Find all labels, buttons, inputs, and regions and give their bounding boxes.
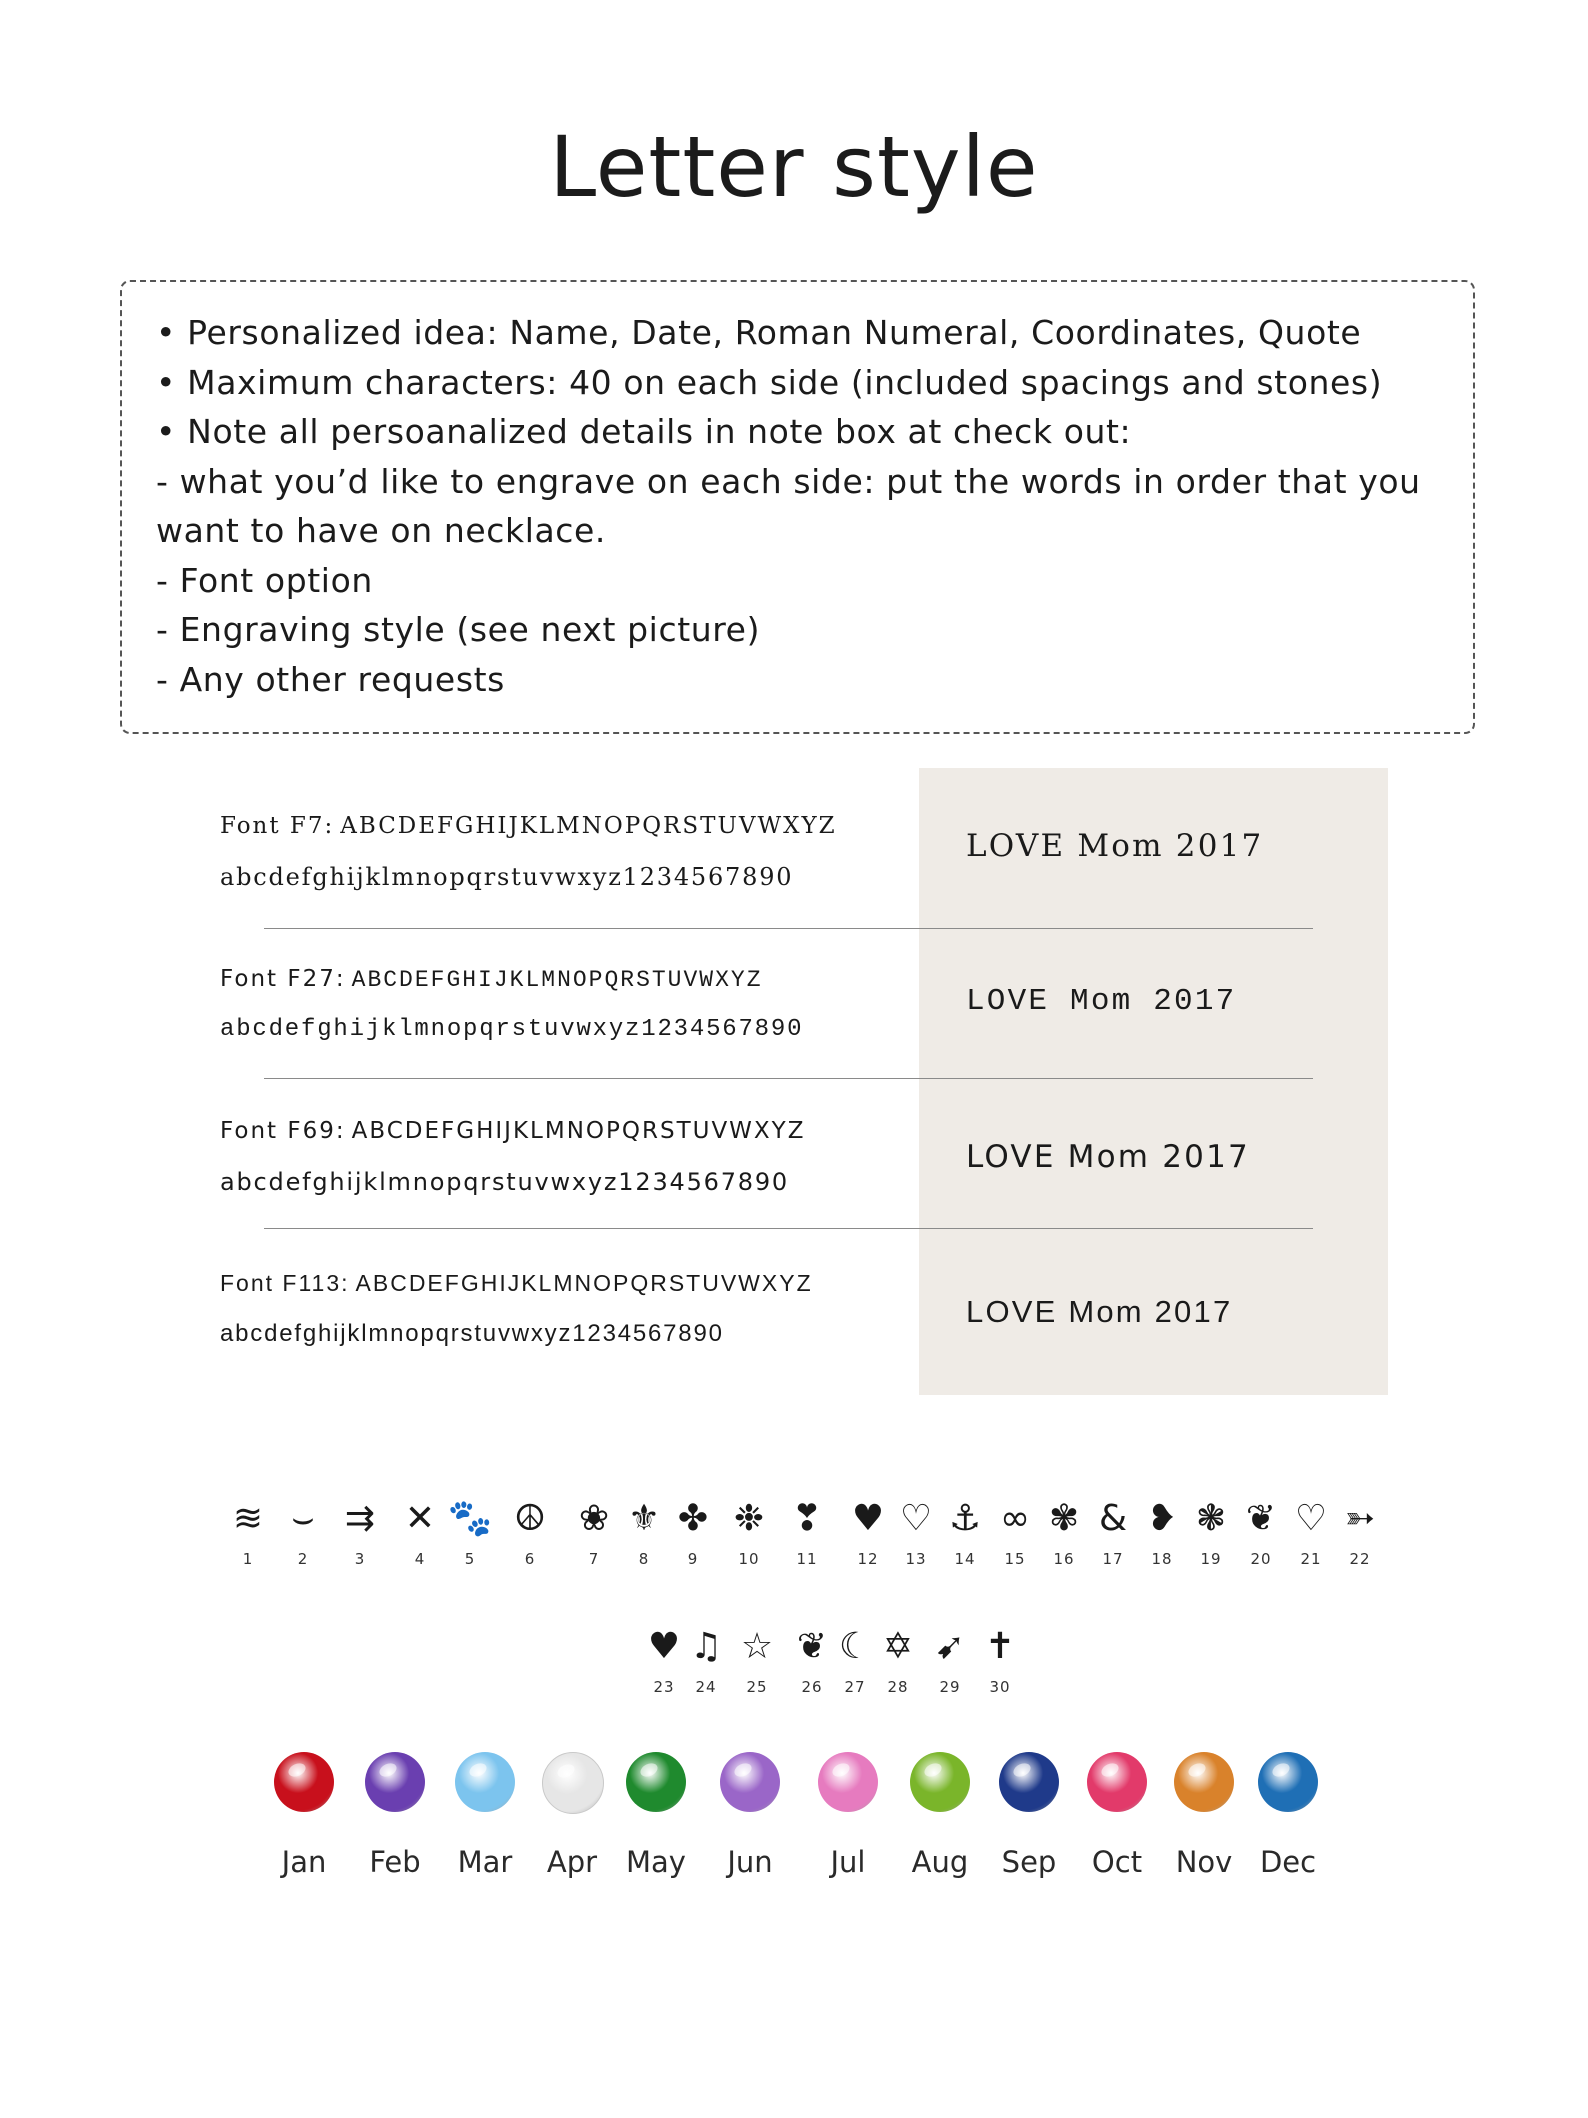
symbol-glyph: ⚓ [948,1498,982,1539]
knot-heart-icon [1137,1496,1187,1568]
note-line: - Engraving style (see next picture) [156,610,761,649]
double-arrows-icon [335,1496,385,1568]
birthstone-apr [542,1752,604,1814]
symbol-glyph: ♡ [899,1498,933,1539]
symbol-glyph: ➳ [1344,1498,1376,1539]
font-lowercase: abcdefghijklmnopqrstuvwxyz1234567890 [220,1016,804,1043]
symbol-glyph: 🐾 [447,1498,493,1539]
symbol-number: 4 [414,1550,426,1568]
tree-of-life-icon [724,1496,774,1568]
symbol-glyph: ❥ [1146,1498,1178,1539]
font-sample: LOVE Mom 2017 [966,1294,1233,1329]
font-f27-label [220,966,763,993]
clover-knot-icon [668,1496,718,1568]
aquarius-waves-icon [223,1496,273,1568]
row-divider [264,928,1313,929]
paw-print-icon [445,1496,495,1568]
birthstone-may [626,1752,686,1812]
symbol-glyph: ♡ [1294,1498,1328,1539]
symbol-number: 8 [638,1550,650,1568]
hatched-heart-icon [843,1496,893,1568]
symbol-number: 28 [887,1678,909,1696]
anchor-icon [940,1496,990,1568]
symbol-number: 24 [695,1678,717,1696]
symbol-number: 2 [297,1550,309,1568]
smile-icon [278,1496,328,1568]
symbol-glyph: ♫ [689,1626,723,1667]
birthstone-jan [274,1752,334,1812]
symbol-glyph: ❦ [1245,1498,1277,1539]
symbol-glyph: ❃ [1195,1498,1227,1539]
birthstone-month-label: May [626,1845,686,1879]
symbol-number: 19 [1200,1550,1222,1568]
birthstone-month-label: Jan [281,1845,327,1879]
note-line: • Maximum characters: 40 on each side (included spacings and stones) [156,362,1383,402]
birthstone-month-label: Jun [727,1845,773,1879]
symbol-number: 14 [954,1550,976,1568]
note-line: - Font option [156,560,373,600]
birthstone-jul [818,1752,878,1812]
note-line: - Any other requests [156,659,505,699]
star-icon [732,1624,782,1696]
symbol-glyph: ❣ [791,1498,823,1539]
heart-outline-icon [1286,1496,1336,1568]
font-f7-label [220,813,837,839]
symbol-glyph: ✤ [677,1498,709,1539]
symbol-number: 23 [653,1678,675,1696]
symbol-number: 27 [844,1678,866,1696]
symbol-glyph: ⚜ [627,1498,661,1539]
hearts-cluster-icon [782,1496,832,1568]
birthstone-dec [1258,1752,1318,1812]
angel-wings-icon [1236,1496,1286,1568]
symbol-number: 30 [989,1678,1011,1696]
birthstone-oct [1087,1752,1147,1812]
symbol-number: 25 [746,1678,768,1696]
symbol-glyph: ⌣ [291,1498,315,1539]
font-lowercase: abcdefghijklmnopqrstuvwxyz1234567890 [220,1168,789,1196]
star-of-david-icon [873,1624,923,1696]
row-divider [264,1078,1313,1079]
font-sample: LOVE Mom 2017 [966,1139,1250,1175]
symbol-glyph: ✕ [404,1498,436,1539]
outline-heart-icon [891,1496,941,1568]
flower-icon [1039,1496,1089,1568]
symbol-glyph: & [1098,1498,1128,1539]
font-lowercase: abcdefghijklmnopqrstuvwxyz1234567890 [220,863,794,891]
symbol-number: 10 [738,1550,760,1568]
birthstone-mar [455,1752,515,1812]
birthstone-aug [910,1752,970,1812]
symbol-number: 7 [588,1550,600,1568]
birthstone-month-label: Feb [369,1845,421,1879]
symbol-glyph: ✾ [1048,1498,1080,1539]
symbol-number: 11 [796,1550,818,1568]
symbol-glyph: ♥ [851,1498,885,1539]
birthstone-month-label: Apr [546,1845,598,1879]
symbol-number: 3 [354,1550,366,1568]
symbol-glyph: ∞ [1000,1498,1030,1539]
symbol-number: 29 [939,1678,961,1696]
symbol-number: 18 [1151,1550,1173,1568]
crossed-arrows-icon [395,1496,445,1568]
symbol-number: 6 [524,1550,536,1568]
font-uppercase: ABCDEFGHIJKLMNOPQRSTUVWXYZ [351,1118,806,1144]
ampersand-icon [1088,1496,1138,1568]
symbol-number: 5 [464,1550,476,1568]
note-line: - what you’d like to engrave on each side: put the words in order that you [156,461,1421,501]
note-line: • Personalized idea: Name, Date, Roman Numeral, Coordinates, Quote [156,313,1362,352]
symbol-number: 9 [687,1550,699,1568]
symbol-number: 13 [905,1550,927,1568]
infinity-icon [990,1496,1040,1568]
symbol-glyph: ❦ [796,1626,828,1667]
symbol-glyph: ✝ [984,1626,1016,1667]
birthstone-feb [365,1752,425,1812]
symbol-glyph: ☆ [740,1626,774,1667]
font-f69-label [220,1118,806,1144]
symbol-glyph: ⇉ [344,1498,376,1539]
birthstone-sep [999,1752,1059,1812]
symbol-number: 15 [1004,1550,1026,1568]
lotus-icon [569,1496,619,1568]
birthstone-month-label: Jul [830,1845,866,1879]
symbol-glyph: ❉ [733,1498,765,1539]
font-sample: LOVE Mom 2017 [966,984,1237,1019]
symbol-number: 1 [242,1550,254,1568]
font-uppercase: ABCDEFGHIJKLMNOPQRSTUVWXYZ [351,967,763,993]
birthstone-nov [1174,1752,1234,1812]
birthstone-month-label: Aug [911,1845,969,1879]
font-uppercase: ABCDEFGHIJKLMNOPQRSTUVWXYZ [355,1270,813,1296]
symbol-number: 20 [1250,1550,1272,1568]
birthstone-month-label: Mar [457,1845,513,1879]
symbol-number: 12 [857,1550,879,1568]
symbol-glyph: ≋ [232,1498,264,1539]
note-line: want to have on necklace. [156,511,607,550]
symbol-number: 21 [1300,1550,1322,1568]
cross-icon [975,1624,1025,1696]
font-name: Font F7: [220,813,335,839]
symbol-number: 22 [1349,1550,1371,1568]
symbol-number: 16 [1053,1550,1075,1568]
font-name: Font F113: [220,1270,350,1296]
symbol-glyph: ☾ [838,1626,872,1667]
font-lowercase: abcdefghijklmnopqrstuvwxyz1234567890 [220,1320,724,1347]
fleur-de-lis-icon [619,1496,669,1568]
paw-heart-icon [1186,1496,1236,1568]
symbol-glyph: ❀ [578,1498,610,1539]
symbol-glyph: ♥ [647,1626,681,1667]
font-sample: LOVE Mom 2017 [966,828,1264,864]
peace-sign-icon [505,1496,555,1568]
font-name: Font F27: [220,966,346,992]
heart-arrow-icon [1335,1496,1385,1568]
music-note-icon [681,1624,731,1696]
symbol-number: 17 [1102,1550,1124,1568]
birthstone-month-label: Sep [1001,1845,1057,1879]
font-uppercase: ABCDEFGHIJKLMNOPQRSTUVWXYZ [340,813,837,839]
birthstone-month-label: Nov [1175,1845,1233,1879]
symbol-glyph: ☮ [513,1498,547,1539]
row-divider [264,1228,1313,1229]
symbol-glyph: ✡ [882,1626,914,1667]
font-name: Font F69: [220,1118,346,1144]
bird-icon [925,1624,975,1696]
birthstone-jun [720,1752,780,1812]
birthstone-month-label: Oct [1091,1845,1143,1879]
font-f113-label [220,1270,813,1297]
symbol-glyph: ➹ [934,1626,966,1667]
note-line: • Note all persoanalized details in note box at check out: [156,412,1132,451]
birthstone-month-label: Dec [1259,1845,1317,1879]
page-title: Letter style [549,118,1039,216]
symbol-number: 26 [801,1678,823,1696]
